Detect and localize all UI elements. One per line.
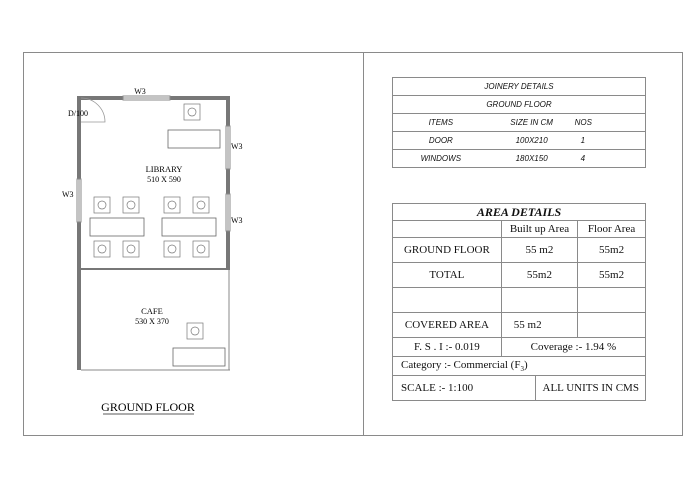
joinery-item: DOOR — [393, 132, 489, 150]
area-details-table — [392, 203, 646, 401]
empty-cell — [578, 288, 646, 313]
category-subscript: 3 — [520, 365, 524, 374]
total-built: 55m2 — [501, 263, 577, 288]
area-header-blank — [393, 221, 502, 238]
joinery-item: WINDOWS — [393, 150, 489, 168]
joinery-header-nos: NOS — [575, 114, 646, 132]
window-label-left: W3 — [62, 190, 74, 199]
ground-floor-area: 55m2 — [578, 238, 646, 263]
joinery-nos: 1 — [575, 132, 646, 150]
covered-area-value: 55 m2 — [501, 313, 577, 338]
joinery-header-items: ITEMS — [393, 114, 489, 132]
joinery-size: 180X150 — [489, 150, 575, 168]
door-label: D/100 — [68, 109, 88, 118]
table-row — [393, 357, 646, 376]
total-label: TOTAL — [393, 263, 502, 288]
joinery-size: 100X210 — [489, 132, 575, 150]
empty-cell — [578, 313, 646, 338]
units-value: ALL UNITS IN CMS — [536, 376, 646, 401]
area-title: AREA DETAILS — [393, 204, 646, 221]
table-row — [393, 132, 646, 150]
fsi-value: F. S . I :- 0.019 — [393, 338, 502, 357]
ground-floor-built: 55 m2 — [501, 238, 577, 263]
plan-title: GROUND FLOOR — [101, 400, 195, 414]
joinery-title: JOINERY DETAILS — [393, 78, 646, 96]
joinery-nos: 4 — [575, 150, 646, 168]
window-label-right-1: W3 — [231, 142, 243, 151]
room-size-cafe: 530 X 370 — [135, 317, 169, 326]
total-floor: 55m2 — [578, 263, 646, 288]
empty-cell — [393, 288, 502, 313]
scale-value: SCALE :- 1:100 — [393, 376, 536, 401]
empty-cell — [501, 288, 577, 313]
table-row — [393, 288, 646, 313]
area-header-built: Built up Area — [501, 221, 577, 238]
table-row — [393, 263, 646, 288]
window-label-right-2: W3 — [231, 216, 243, 225]
table-row — [393, 313, 646, 338]
joinery-header-size: SIZE IN CM — [489, 114, 575, 132]
category-text: Category :- Commercial (F — [401, 358, 521, 371]
table-row — [393, 338, 646, 357]
room-size-library: 510 X 590 — [147, 175, 181, 184]
category-value — [393, 357, 646, 376]
table-row — [393, 150, 646, 168]
room-name-library: LIBRARY — [145, 164, 183, 174]
table-row — [393, 376, 646, 401]
covered-area-label: COVERED AREA — [393, 313, 502, 338]
area-header-floor: Floor Area — [578, 221, 646, 238]
table-row — [393, 238, 646, 263]
joinery-details-table — [392, 77, 646, 168]
room-name-cafe: CAFE — [141, 306, 163, 316]
joinery-floor: GROUND FLOOR — [393, 96, 646, 114]
ground-floor-label: GROUND FLOOR — [393, 238, 502, 263]
coverage-value: Coverage :- 1.94 % — [501, 338, 645, 357]
window-label-top: W3 — [134, 87, 146, 96]
category-close: ) — [523, 358, 528, 371]
